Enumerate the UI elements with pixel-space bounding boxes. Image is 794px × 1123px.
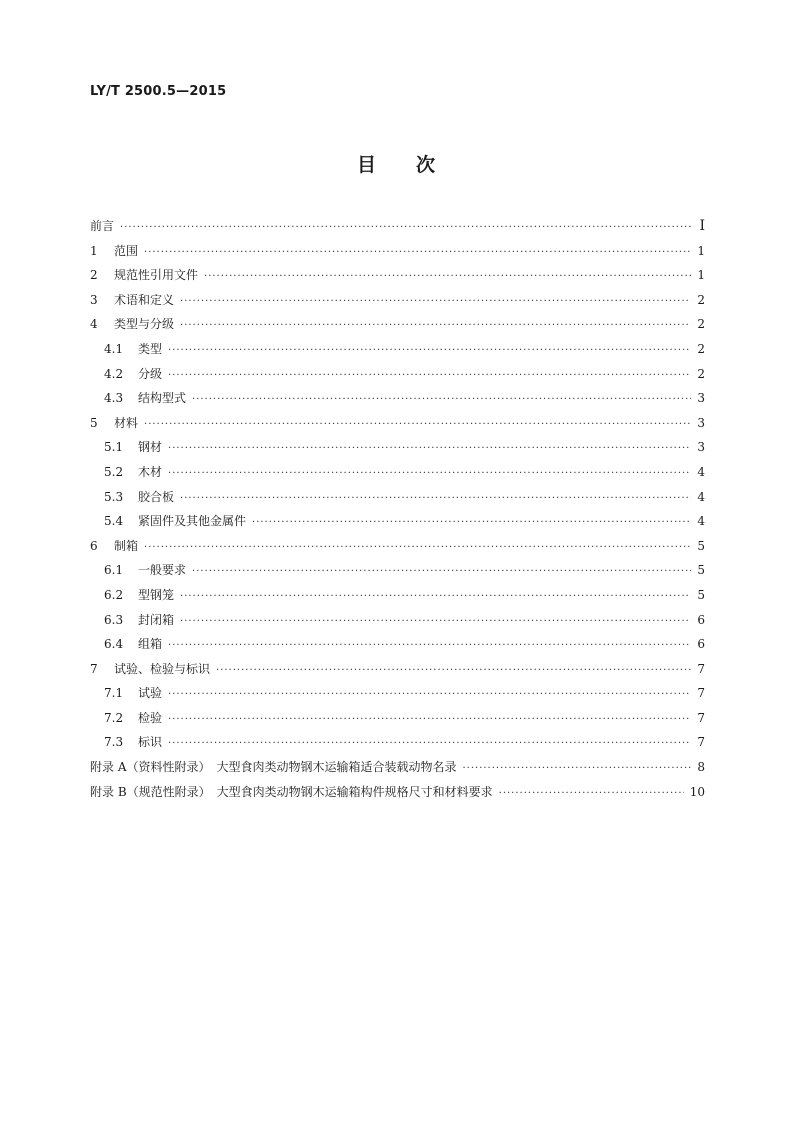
- toc-entry-number: 4.3: [104, 391, 124, 406]
- toc-dot-leader: [180, 610, 691, 635]
- page-title-part1: 目: [356, 154, 378, 176]
- toc-entry-label: 组箱: [138, 637, 163, 652]
- toc-entry-number: 4.2: [104, 366, 124, 381]
- toc-entry-label: 试验、检验与标识: [114, 661, 211, 676]
- toc-dot-leader: [216, 659, 691, 684]
- toc-entry-label: 木材: [138, 464, 163, 479]
- toc-dot-leader: [168, 732, 691, 757]
- toc-entry-number: 6: [90, 538, 98, 553]
- toc-entry-page: 7: [697, 686, 705, 701]
- toc-dot-leader: [168, 634, 691, 659]
- toc-entry[interactable]: [90, 239, 705, 264]
- toc-entry-page: 4: [697, 489, 705, 504]
- toc-entry-page: 10: [689, 784, 705, 799]
- toc-entry-label: 材料: [114, 415, 139, 430]
- toc-dot-leader: [168, 364, 691, 389]
- toc-entry-label: 规范性引用文件: [114, 268, 199, 283]
- toc-entry-number: 1: [90, 243, 98, 258]
- toc-entry-label: 钢材: [138, 440, 163, 455]
- toc-entry-page: 5: [697, 538, 705, 553]
- toc-entry-label: 检验: [138, 710, 163, 725]
- toc-entry-page: 5: [697, 587, 705, 602]
- toc-entry[interactable]: [90, 435, 705, 460]
- toc-dot-leader: [168, 339, 691, 364]
- toc-entry-number: 3: [90, 292, 98, 307]
- toc-entry-page: 2: [697, 341, 705, 356]
- toc-dot-leader: [168, 462, 691, 487]
- toc-entry-number: 7.3: [104, 735, 124, 750]
- toc-entry-page: 7: [697, 735, 705, 750]
- toc-entry[interactable]: [90, 288, 705, 313]
- toc-entry[interactable]: [90, 608, 705, 633]
- toc-entry-page: 4: [697, 464, 705, 479]
- toc-entry-label: 结构型式: [138, 391, 187, 406]
- toc-entry-label: 附录 B（规范性附录） 大型食肉类动物钢木运输箱构件规格尺寸和材料要求: [90, 784, 493, 799]
- toc-entry-page: 5: [697, 563, 705, 578]
- toc-entry[interactable]: [90, 263, 705, 288]
- toc-entry-label: 范围: [114, 243, 139, 258]
- standard-code: LY/T 2500.5—2015: [90, 84, 227, 99]
- toc-dot-leader: [144, 536, 691, 561]
- toc-entry-page: 2: [697, 292, 705, 307]
- toc-dot-leader: [180, 314, 691, 339]
- toc-entry-page: 3: [697, 440, 705, 455]
- toc-entry-label: 类型: [138, 341, 163, 356]
- toc-dot-leader: [180, 290, 691, 315]
- toc-entry[interactable]: [90, 632, 705, 657]
- toc-entry-number: 2: [90, 268, 98, 283]
- toc-entry-label: 紧固件及其他金属件: [138, 514, 247, 529]
- toc-entry-number: 6.1: [104, 563, 124, 578]
- toc-entry-number: 7.1: [104, 686, 124, 701]
- toc-entry-number: 5: [90, 415, 98, 430]
- toc-entry-label: 一般要求: [138, 563, 187, 578]
- toc-entry-page: 7: [697, 710, 705, 725]
- toc-entry[interactable]: [90, 362, 705, 387]
- toc-dot-leader: [204, 265, 691, 290]
- toc-entry[interactable]: [90, 706, 705, 731]
- toc-entry-page: 1: [697, 243, 705, 258]
- toc-entry[interactable]: [90, 411, 705, 436]
- toc-entry-page: 2: [697, 366, 705, 381]
- table-of-contents: [90, 214, 705, 804]
- toc-entry[interactable]: [90, 534, 705, 559]
- page-title-part2: 次: [416, 154, 438, 176]
- toc-entry[interactable]: [90, 755, 705, 780]
- toc-entry-page: 3: [697, 391, 705, 406]
- page-title: [0, 150, 794, 177]
- toc-entry-label: 标识: [138, 735, 163, 750]
- toc-entry[interactable]: [90, 730, 705, 755]
- toc-entry-number: 4.1: [104, 341, 124, 356]
- toc-dot-leader: [192, 560, 691, 585]
- toc-dot-leader: [192, 388, 691, 413]
- toc-entry-page: 6: [697, 637, 705, 652]
- toc-entry-page: 1: [697, 268, 705, 283]
- toc-entry-label: 封闭箱: [138, 612, 175, 627]
- toc-entry-label: 制箱: [114, 538, 139, 553]
- toc-entry-number: 6.3: [104, 612, 124, 627]
- toc-entry-page: 8: [697, 760, 705, 775]
- toc-entry-number: 7.2: [104, 710, 124, 725]
- toc-entry-label: 术语和定义: [114, 292, 175, 307]
- toc-entry-number: 4: [90, 317, 98, 332]
- toc-entry-label: 附录 A（资料性附录） 大型食肉类动物钢木运输箱适合装载动物名录: [90, 760, 457, 775]
- toc-entry-page: 7: [697, 661, 705, 676]
- toc-dot-leader: [168, 437, 691, 462]
- toc-entry-number: 5.4: [104, 514, 124, 529]
- toc-entry[interactable]: [90, 509, 705, 534]
- toc-entry-label: 试验: [138, 686, 163, 701]
- toc-entry-number: 5.2: [104, 464, 124, 479]
- toc-entry-page: I: [699, 218, 705, 234]
- toc-entry[interactable]: [90, 780, 705, 805]
- toc-entry-number: 5.3: [104, 489, 124, 504]
- toc-dot-leader: [180, 487, 691, 512]
- toc-entry[interactable]: [90, 460, 705, 485]
- toc-dot-leader: [180, 585, 691, 610]
- toc-entry[interactable]: [90, 485, 705, 510]
- toc-entry[interactable]: [90, 657, 705, 682]
- toc-entry-label: 类型与分级: [114, 317, 175, 332]
- toc-entry-number: 5.1: [104, 440, 124, 455]
- toc-entry-page: 3: [697, 415, 705, 430]
- toc-dot-leader: [252, 511, 691, 536]
- toc-dot-leader: [168, 683, 691, 708]
- toc-entry[interactable]: [90, 312, 705, 337]
- toc-dot-leader: [168, 708, 691, 733]
- toc-entry[interactable]: [90, 386, 705, 411]
- toc-dot-leader: [144, 413, 691, 438]
- toc-entry-page: 4: [697, 514, 705, 529]
- toc-entry-number: 6.4: [104, 637, 124, 652]
- toc-dot-leader: [120, 216, 691, 241]
- toc-entry-number: 6.2: [104, 587, 124, 602]
- toc-entry-label: 型钢笼: [138, 587, 175, 602]
- toc-entry[interactable]: [90, 558, 705, 583]
- toc-entry[interactable]: [90, 214, 705, 239]
- toc-entry[interactable]: [90, 337, 705, 362]
- toc-entry[interactable]: [90, 681, 705, 706]
- toc-dot-leader: [462, 757, 691, 782]
- toc-entry[interactable]: [90, 583, 705, 608]
- toc-entry-number: 7: [90, 661, 98, 676]
- toc-entry-label: 前言: [90, 219, 115, 233]
- toc-dot-leader: [499, 782, 684, 807]
- toc-entry-page: 2: [697, 317, 705, 332]
- toc-entry-label: 胶合板: [138, 489, 175, 504]
- toc-entry-label: 分级: [138, 366, 163, 381]
- toc-entry-page: 6: [697, 612, 705, 627]
- toc-dot-leader: [144, 241, 691, 266]
